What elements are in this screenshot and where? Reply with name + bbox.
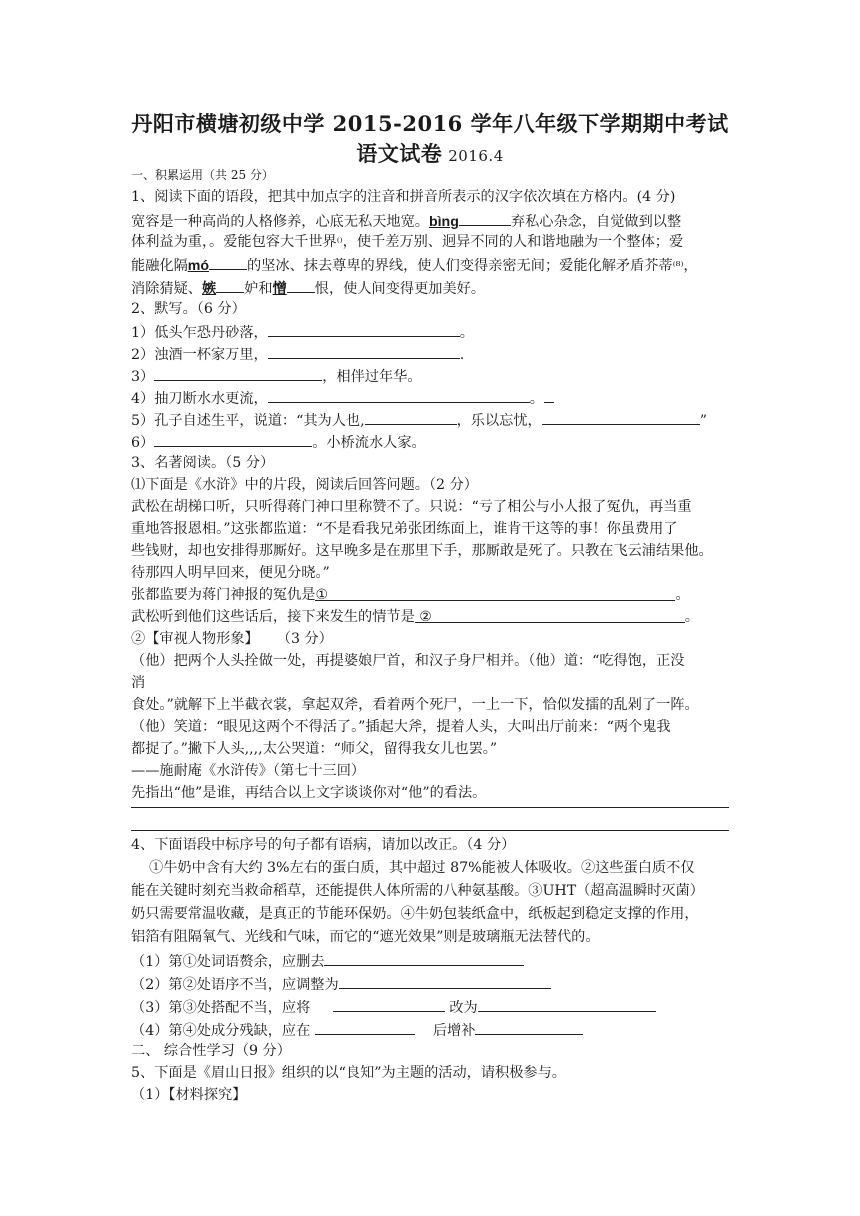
- q1-line2: 体利益为重，。爱能包容大千世界⁽⁾，使千差万别、迥异不同的人和谐地融为一个整体；爱: [131, 234, 684, 250]
- q1-line1: 宽容是一种高尚的人格修养，心底无私天地宽。bìng 弃私心杂念，自觉做到以整: [131, 209, 731, 233]
- q1-line3: 能融化隔mó 的坚冰、抹去尊卑的界线，使人们变得亲密无间；爱能化解矛盾芥蒂⁽⁸⁾，: [131, 253, 731, 277]
- dotted-char-2: 憎: [272, 281, 287, 297]
- underline-tail: [544, 386, 554, 403]
- q3-ask: 先指出“他”是谁，再结合以上文字谈谈你对“他”的看法。: [131, 785, 487, 801]
- passage-line: 都捉了。”撇下人头,,,,太公哭道：“师父，留得我女儿也罢。”: [131, 741, 498, 757]
- q1-line4: 消除猜疑、嫉 妒和憎 恨，使人间变得更加美好。: [131, 276, 731, 300]
- q1-stem: 1、阅读下面的语段，把其中加点字的注音和拼音所表示的汉字依次填在方格内。(4 分): [131, 189, 676, 205]
- q4-answer-1: （1）第①处词语赘余，应删去: [131, 949, 731, 973]
- q3-question-b: 武松听到他们这些话后，接下来发生的情节是 ② 。: [131, 606, 731, 628]
- q3-stem: 3、名著阅读。（5 分）: [131, 455, 275, 471]
- answer-blank[interactable]: [315, 1018, 415, 1035]
- paragraph-line: 能在关键时刻充当救命稻草，还能提供人体所需的八种氨基酸。③UHT（超高温瞬时灭菌）: [131, 883, 704, 899]
- q5-stem: 5、下面是《眉山日报》组织的以“良知”为主题的活动，请积极参与。: [131, 1065, 566, 1081]
- q2-line3: 3） ，相伴过年华。: [131, 364, 731, 388]
- passage-line: （他）笑道：“眼见这两个不得活了。”插起大斧，提着人头，大叫出厅前来：“两个鬼我: [131, 719, 671, 735]
- answer-blank[interactable]: [339, 972, 551, 989]
- q2-line4: 4）抽刀断水水更流， 。: [131, 386, 731, 410]
- section2-heading: 二、 综合性学习（9 分）: [131, 1043, 291, 1059]
- answer-blank[interactable]: ②: [415, 606, 685, 623]
- q4-answer-4: （4）第④处成分残缺，应在 后增补: [131, 1018, 731, 1042]
- passage-line: 武松在胡梯口听，只听得蒋门神口里称赞不了。只说：“亏了相公与小人报了冤仇，再当重: [131, 499, 692, 515]
- q2-line6: 6） 。小桥流水人家。: [131, 430, 731, 454]
- pinyin-blank-1: bìng: [428, 214, 459, 230]
- exam-date: 2016.4: [448, 147, 504, 165]
- passage-line: 食处。”就解下上半截衣裳，拿起双斧，看着两个死尸，一上一下，恰似发擂的乱剁了一阵。: [131, 697, 699, 713]
- q3-sub1: ⑴下面是《水浒》中的片段，阅读后回答问题。（2 分）: [131, 477, 478, 493]
- q4-stem: 4、下面语段中标序号的句子都有语病，请加以改正。（4 分）: [131, 837, 516, 853]
- paragraph-line: 奶只需要常温收藏，是真正的节能环保奶。④牛奶包装纸盒中，纸板起到稳定支撑的作用，: [131, 906, 699, 922]
- dotted-char-1: 嫉: [201, 281, 217, 297]
- passage-line: （他）把两个人头拴做一处，再提婆娘尸首，和汉子身尸相并。（他）道：“吃得饱，正没: [131, 653, 685, 669]
- answer-blank[interactable]: [268, 342, 460, 359]
- q2-line1: 1）低头乍恐丹砂落， 。: [131, 320, 731, 344]
- answer-blank[interactable]: [324, 949, 524, 966]
- exam-title: 丹阳市横塘初级中学 2015-2016 学年八年级下学期期中考试: [131, 111, 729, 136]
- passage-line: 待那四人明早回来，便见分晓。”: [131, 565, 330, 581]
- answer-blank[interactable]: [542, 408, 700, 425]
- answer-blank[interactable]: [459, 209, 511, 226]
- answer-blank[interactable]: [268, 386, 530, 403]
- answer-line[interactable]: [131, 830, 729, 831]
- answer-blank[interactable]: [209, 253, 247, 270]
- answer-blank[interactable]: [268, 320, 460, 337]
- subject-label: 语文试卷: [356, 141, 443, 166]
- answer-blank[interactable]: [478, 995, 656, 1012]
- q4-answer-2: （2）第②处语序不当，应调整为: [131, 972, 731, 996]
- q2-line2: 2）浊酒一杯家万里， .: [131, 342, 731, 366]
- section1-heading: 一、积累运用（共 25 分）: [131, 168, 274, 182]
- answer-blank[interactable]: [154, 364, 322, 381]
- answer-blank[interactable]: [287, 276, 315, 293]
- q3-sub2: ②【审视人物形象】 （3 分）: [131, 631, 333, 647]
- q5-sub1: （1）【材料探究】: [131, 1087, 247, 1103]
- answer-blank[interactable]: [216, 276, 244, 293]
- answer-line[interactable]: [131, 807, 729, 808]
- answer-blank[interactable]: [333, 995, 445, 1012]
- answer-blank[interactable]: ①: [315, 584, 675, 601]
- answer-blank[interactable]: [365, 408, 457, 425]
- q4-answer-3: （3）第③处搭配不当，应将 改为: [131, 995, 731, 1019]
- answer-blank[interactable]: [475, 1018, 583, 1035]
- paragraph-line: 铝箔有阻隔氧气、光线和气味，而它的“遮光效果”则是玻璃瓶无法替代的。: [131, 929, 600, 945]
- passage-line: 重地答报恩相。”这张都监道：“不是看我兄弟张团练面上，谁肯干这等的事！你虽费用了: [131, 521, 678, 537]
- passage-line: 些钱财，却也安排得那厮好。这早晚多是在那里下手，那厮敢是死了。只教在飞云浦结果他。: [131, 543, 713, 559]
- q3-question-a: 张都监要为蒋门神报的冤仇是① 。: [131, 584, 731, 606]
- paragraph-line: ①牛奶中含有大约 3%左右的蛋白质，其中超过 87%能被人体吸收。②这些蛋白质不仅: [149, 860, 695, 876]
- pinyin-blank-2: mó: [187, 258, 210, 274]
- passage-source: ——施耐庵《水浒传》（第七十三回）: [131, 763, 366, 779]
- passage-line: 消: [131, 675, 146, 691]
- q2-stem: 2、默写。（6 分）: [131, 301, 246, 317]
- answer-blank[interactable]: [154, 430, 312, 447]
- q2-line5: 5）孔子自述生平，说道：“其为人也, ，乐以忘忧， ”: [131, 408, 731, 432]
